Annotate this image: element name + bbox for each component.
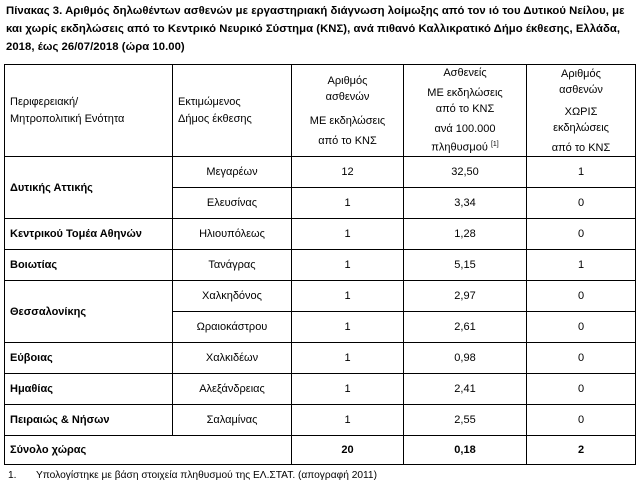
without-cns-cell: 0 (527, 219, 636, 250)
header-row (5, 65, 636, 157)
without-cns-cell: 0 (527, 374, 636, 405)
without-cns-cell: 1 (527, 157, 636, 188)
footnote-number: 1. (8, 470, 17, 481)
with-cns-cell: 1 (292, 374, 404, 405)
total-rate: 0,18 (404, 436, 527, 465)
footnote-text: Υπολογίστηκε με βάση στοιχεία πληθυσμού της ΕΛ.ΣΤΑΤ. (απογραφή 2011) (36, 470, 377, 481)
header-without-cns (527, 65, 636, 157)
with-cns-cell: 12 (292, 157, 404, 188)
municipality-cell: Ελευσίνας (173, 188, 292, 219)
municipality-cell: Ηλιουπόλεως (173, 219, 292, 250)
header-muni-line2: Δήμος έκθεσης (178, 112, 252, 125)
rate-cell: 2,55 (404, 405, 527, 436)
without-cns-cell: 0 (527, 188, 636, 219)
municipality-cell: Αλεξάνδρειας (173, 374, 292, 405)
header-municipality (173, 65, 292, 157)
footnote-ref: [1] (490, 141, 499, 149)
cases-table (4, 64, 636, 465)
without-cns-cell: 0 (527, 281, 636, 312)
total-with-cns: 20 (292, 436, 404, 465)
table-row (5, 219, 636, 250)
header-with-line3: ΜΕ εκδηλώσεις (309, 114, 386, 127)
with-cns-cell: 1 (292, 312, 404, 343)
header-muni-line1: Εκτιμώμενος (178, 95, 241, 108)
rate-cell: 1,28 (404, 219, 527, 250)
without-cns-cell: 0 (527, 343, 636, 374)
rate-cell: 2,41 (404, 374, 527, 405)
total-label: Σύνολο χώρας (5, 436, 292, 465)
municipality-cell: Χαλκηδόνος (173, 281, 292, 312)
without-cns-cell: 1 (527, 250, 636, 281)
with-cns-cell: 1 (292, 219, 404, 250)
header-with-line1: Αριθμός (327, 74, 368, 87)
table-row (5, 405, 636, 436)
header-without-line1: Αριθμός (561, 67, 601, 80)
total-without-cns: 2 (527, 436, 636, 465)
rate-cell: 2,97 (404, 281, 527, 312)
header-region (5, 65, 173, 157)
table-row (5, 250, 636, 281)
header-rate-line3: από το ΚΝΣ (435, 103, 495, 116)
with-cns-cell: 1 (292, 250, 404, 281)
region-cell: Κεντρικού Τομέα Αθηνών (5, 219, 173, 250)
municipality-cell: Μεγαρέων (173, 157, 292, 188)
region-cell: Δυτικής Αττικής (5, 157, 173, 219)
table-row (5, 343, 636, 374)
municipality-cell: Χαλκιδέων (173, 343, 292, 374)
with-cns-cell: 1 (292, 281, 404, 312)
municipality-cell: Σαλαμίνας (173, 405, 292, 436)
municipality-cell: Ωραιοκάστρου (173, 312, 292, 343)
header-region-line1: Περιφερειακή/ (10, 95, 79, 108)
region-cell: Θεσσαλονίκης (5, 281, 173, 343)
header-without-line3: ΧΩΡΙΣ (564, 105, 598, 118)
table-caption: Πίνακας 3. Αριθμός δηλωθέντων ασθενών με εργαστηριακή διάγνωση λοίμωξης από τον ιό του Δυτικού Νείλου, με και χωρίς εκδηλώσεις από το Κεντρικό Νευρικό Σύστημα (ΚΝΣ), ανά πιθανό Καλλικρατικό Δήμο έκθεσης, Ελλάδα, 2018, έως 26/07/2018 (ώρα 10.00) (6, 5, 625, 53)
region-cell: Πειραιώς & Νήσων (5, 405, 173, 436)
header-with-cns (292, 65, 404, 157)
header-region-line2: Μητροπολιτική Ενότητα (10, 112, 125, 125)
header-without-line5: από το ΚΝΣ (551, 141, 611, 154)
header-rate-line4: ανά 100.000 (434, 123, 496, 136)
rate-cell: 32,50 (404, 157, 527, 188)
header-with-line4: από το ΚΝΣ (318, 134, 377, 147)
header-rate-line5: πληθυσμού (431, 141, 488, 154)
header-with-line2: ασθενών (325, 90, 370, 103)
footnote (8, 470, 377, 481)
rate-cell: 3,34 (404, 188, 527, 219)
municipality-cell: Τανάγρας (173, 250, 292, 281)
header-rate-line2: ΜΕ εκδηλώσεις (427, 87, 503, 100)
region-cell: Εύβοιας (5, 343, 173, 374)
rate-cell: 5,15 (404, 250, 527, 281)
with-cns-cell: 1 (292, 405, 404, 436)
header-without-line2: ασθενών (559, 83, 603, 96)
without-cns-cell: 0 (527, 312, 636, 343)
total-row (5, 436, 636, 465)
header-rate-line1: Ασθενείς (443, 67, 487, 80)
table-row (5, 157, 636, 188)
without-cns-cell: 0 (527, 405, 636, 436)
rate-cell: 0,98 (404, 343, 527, 374)
rate-cell: 2,61 (404, 312, 527, 343)
table-row (5, 281, 636, 312)
with-cns-cell: 1 (292, 188, 404, 219)
header-rate (404, 65, 527, 157)
region-cell: Βοιωτίας (5, 250, 173, 281)
region-cell: Ημαθίας (5, 374, 173, 405)
header-without-line4: εκδηλώσεις (553, 121, 609, 134)
table-row (5, 374, 636, 405)
with-cns-cell: 1 (292, 343, 404, 374)
